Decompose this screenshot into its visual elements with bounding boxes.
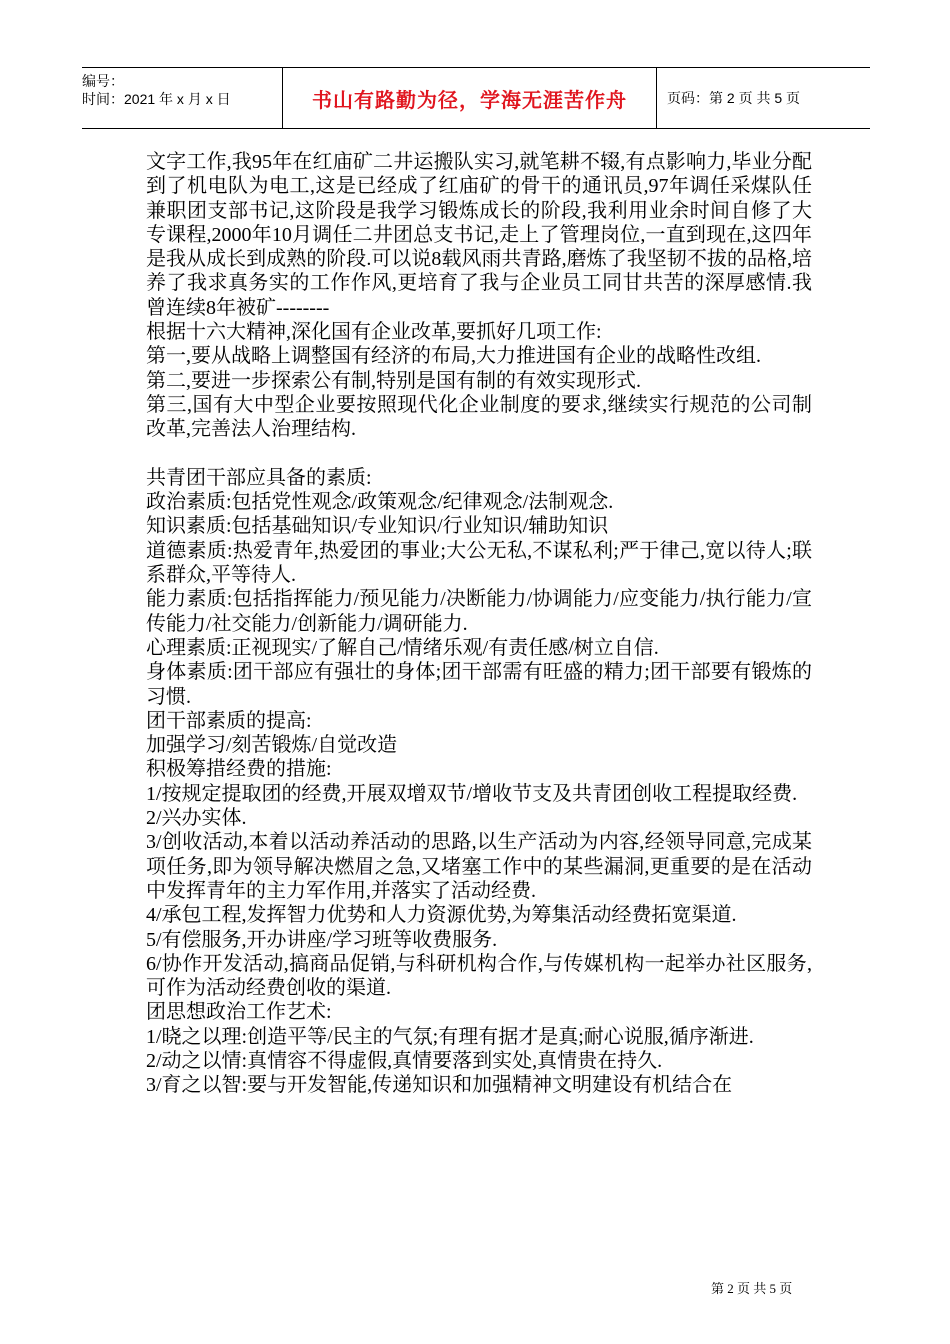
body-paragraph: 5/有偿服务,开办讲座/学习班等收费服务.	[146, 928, 498, 951]
body-paragraph: 3/创收活动,本着以活动养活动的思路,以生产活动为内容,经领导同意,完成某项任务,即为领导解决燃眉之急,又堵塞工作中的某些漏洞,更重要的是在活动中发挥青年的主力军作用,并落实了活动经费.	[146, 831, 812, 902]
body-paragraph: 1/按规定提取团的经费,开展双增双节/增收节支及共青团创收工程提取经费.	[146, 782, 798, 805]
header-page-label: 页码：第 2 页 共 5 页	[667, 90, 801, 106]
body-paragraph: 共青团干部应具备的素质:	[146, 466, 372, 489]
body-paragraph: 团干部素质的提高:	[146, 709, 312, 732]
body-paragraph: 加强学习/刻苦锻炼/自觉改造	[146, 734, 398, 757]
body-paragraph: 2/兴办实体.	[146, 807, 247, 830]
body-paragraph: 积极筹措经费的措施:	[146, 758, 332, 781]
body-paragraph: 第二,要进一步探索公有制,特别是国有制的有效实现形式.	[146, 369, 641, 392]
body-paragraph: 能力素质:包括指挥能力/预见能力/决断能力/协调能力/应变能力/执行能力/宣传能力/社交能力/创新能力/调研能力.	[146, 588, 812, 635]
page-footer: 第 2 页 共 5 页	[711, 1281, 793, 1296]
body-paragraph: 1/晓之以理:创造平等/民主的气氛;有理有据才是真;耐心说服,循序渐进.	[146, 1025, 754, 1048]
time-label: 时间：2021 年 x 月 x 日	[82, 91, 231, 107]
body-paragraph: 心理素质:正视现实/了解自己/情绪乐观/有责任感/树立自信.	[146, 636, 659, 659]
body-paragraph: 根据十六大精神,深化国有企业改革,要抓好几项工作:	[146, 321, 602, 344]
body-paragraph: 6/协作开发活动,搞商品促销,与科研机构合作,与传媒机构一起举办社区服务,可作为活动经费创收的渠道.	[146, 952, 812, 1000]
page-header	[82, 67, 870, 129]
serial-label: 编号：	[82, 73, 124, 89]
header-motto-cell	[282, 68, 657, 128]
body-paragraph: 道德素质:热爱青年,热爱团的事业;大公无私,不谋私利;严于律己,宽以待人;联系群众,平等待人.	[146, 539, 812, 587]
body-paragraph: 第三,国有大中型企业要按照现代化企业制度的要求,继续实行规范的公司制改革,完善法人治理结构.	[146, 393, 812, 441]
body-paragraph: 4/承包工程,发挥智力优势和人力资源优势,为筹集活动经费拓宽渠道.	[146, 904, 737, 927]
body-paragraph	[146, 442, 812, 466]
body-paragraph: 知识素质:包括基础知识/专业知识/行业知识/辅助知识	[146, 515, 609, 538]
body-paragraph: 文字工作,我95年在红庙矿二井运搬队实习,就笔耕不辍,有点影响力,毕业分配到了机电队为电工,这是已经成了红庙矿的骨干的通讯员,97年调任采煤队任兼职团支部书记,这阶段是我学习锻炼成长的阶段,我利用业余时间自修了大专课程,2000年10月调任二井团总支书记,走上了管理岗位,一直到现在,这四年是我从成长到成熟的阶段.可以说8载风雨共青路,磨炼了我坚韧不拔的品格,培养了我求真务实的工作作风,更培育了我与企业员工同甘共苦的深厚感情.我曾连续8年被矿--------	[146, 151, 812, 319]
document-body	[146, 150, 812, 1098]
header-page-cell	[657, 68, 870, 128]
body-paragraph: 3/育之以智:要与开发智能,传递知识和加强精神文明建设有机结合在	[146, 1074, 733, 1097]
body-paragraph: 身体素质:团干部应有强壮的身体;团干部需有旺盛的精力;团干部要有锻炼的习惯.	[146, 661, 812, 708]
header-meta	[82, 68, 282, 128]
header-motto: 书山有路勤为径，学海无涯苦作舟	[312, 87, 627, 112]
body-paragraph: 团思想政治工作艺术:	[146, 1001, 332, 1024]
body-paragraph: 2/动之以情:真情容不得虚假,真情要落到实处,真情贵在持久.	[146, 1049, 663, 1072]
body-paragraph: 政治素质:包括党性观念/政策观念/纪律观念/法制观念.	[146, 491, 614, 514]
body-paragraph: 第一,要从战略上调整国有经济的布局,大力推进国有企业的战略性改组.	[146, 345, 761, 368]
